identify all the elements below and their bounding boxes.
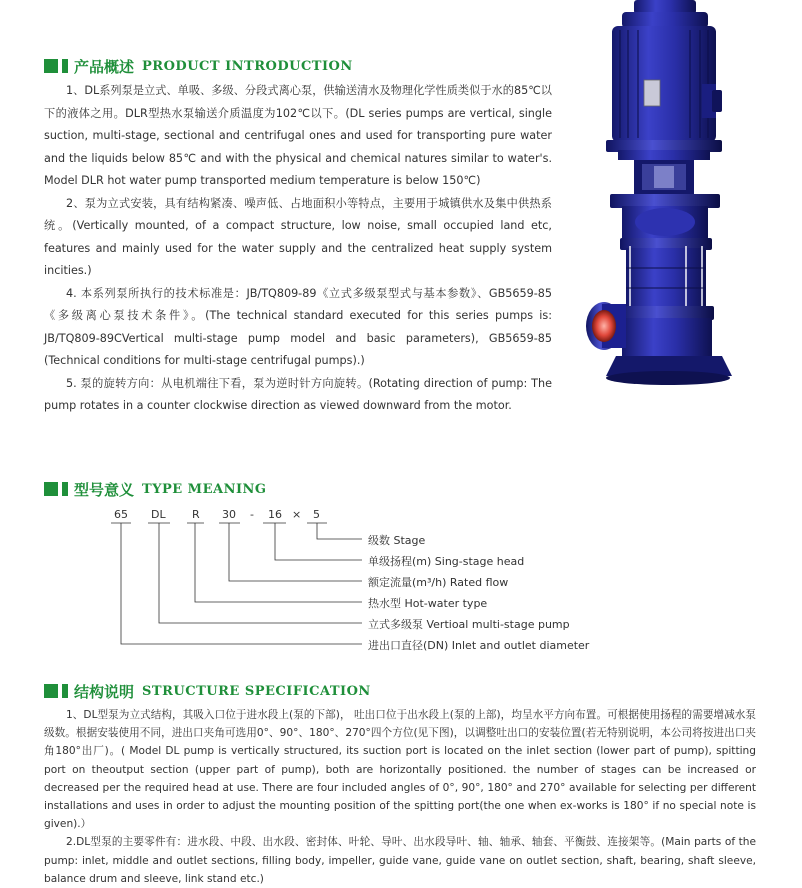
code-head: 16 xyxy=(268,508,282,521)
structure-heading xyxy=(44,680,371,702)
legend-diameter: 进出口直径(DN) Inlet and outlet diameter xyxy=(368,639,590,652)
product-paragraph-2: 2、泵为立式安装，具有结构紧凑、噪声低、占地面积小等特点，主要用于城镇供水及集中供热系统。(Vertically mounted, of a compact structure, low noise, small occupied land etc, features and mainly used for the water supply and the centralized heat supply system incities.) xyxy=(44,196,552,277)
structure-paragraph-2: 2.DL型泵的主要零件有：进水段、中段、出水段、密封体、叶轮、导叶、出水段导叶、轴、轴承、轴套、平衡鼓、连接架等。(Main parts of the pump: inlet, middle and outlet sections, filling body, impeller, guide vane, guide vane on outlet section, shaft, bearing, shaft sleeve, balance drum and sleeve, link stand etc.) xyxy=(44,836,756,885)
heading-square-icon xyxy=(44,684,58,698)
type-title-cn: 型号意义 xyxy=(74,480,135,499)
code-diameter: 65 xyxy=(114,508,128,521)
product-paragraph-4: 5. 泵的旋转方向：从电机端往下看，泵为逆时针方向旋转。(Rotating direction of pump: The pump rotates in a counter clockwise direction as viewed downward from the motor. xyxy=(44,376,552,412)
structure-title-cn: 结构说明 xyxy=(74,682,135,701)
code-dl: DL xyxy=(151,508,166,521)
code-times: × xyxy=(292,508,302,521)
structure-paragraph-1: 1、DL型泵为立式结构，其吸入口位于进水段上(泵的下部)， 吐出口位于出水段上(泵的上部)，均呈水平方向布置。可根据使用扬程的需要增减水泵级数。根据安装使用不同，进出口夹角可选用0°、90°、180°、270°四个方位(见下图)，以调整吐出口的安装位置(若无特别说明，本公司将按进出口夹角180°出厂)。( Model DL pump is vertically structured, its suction port is located on the inlet section (lower part of pump), spitting port on theoutput section (upper part of pump), both are horizontally positioned. the number of stages can be increased or decreased per the required head at use. There are four included angles of 0°, 90°, 180° and 270° available for selecting per different installations and uses in order to adjust the mounting position of the spitting port(the one when ex-works is 180° if no special note is given).） xyxy=(44,709,756,831)
code-dash: - xyxy=(250,508,254,521)
type-title-en: TYPE MEANING xyxy=(142,481,267,497)
legend-head: 单级扬程(m) Sing-stage head xyxy=(368,555,525,568)
product-title-cn: 产品概述 xyxy=(74,57,135,76)
legend-flow: 额定流量(m³/h) Rated flow xyxy=(368,576,509,589)
product-paragraph-1: 1、DL系列泵是立式、单吸、多级、分段式离心泵，供输送清水及物理化学性质类似于水的85℃以下的液体之用。DLR型热水泵输送介质温度为102℃以下。(DL series pumps are vertical, single suction, multi-stage, sectional and centrifugal ones and used for transporting pure water and the liquids below 85℃ and with the physical and chemical natures similar to water's. Model DLR hot water pump transported medium temperature is below 150℃) xyxy=(44,84,552,187)
product-title-en: PRODUCT INTRODUCTION xyxy=(142,58,353,74)
legend-hot-water: 热水型 Hot-water type xyxy=(368,597,488,610)
legend-stage: 级数 Stage xyxy=(368,534,426,547)
legend-multistage: 立式多级泵 Vertioal multi-stage pump xyxy=(368,618,570,631)
code-flow: 30 xyxy=(222,508,236,521)
code-r: R xyxy=(192,508,200,521)
product-paragraph-3: 4. 本系列泵所执行的技术标准是：JB/TQ809-89《立式多级泵型式与基本参数》、GB5659-85《多级离心泵技术条件》。(The technical standard executed for this series pumps is: JB/TQ809-89CVertical multi-stage pump model and basic parameters), GB5659-85 (Technical conditions for multi-stage centrifugal pumps).) xyxy=(44,286,552,367)
heading-bar-icon xyxy=(62,684,68,698)
structure-title-en: STRUCTURE SPECIFICATION xyxy=(142,683,371,699)
code-stage: 5 xyxy=(313,508,320,521)
structure-text xyxy=(44,706,756,888)
